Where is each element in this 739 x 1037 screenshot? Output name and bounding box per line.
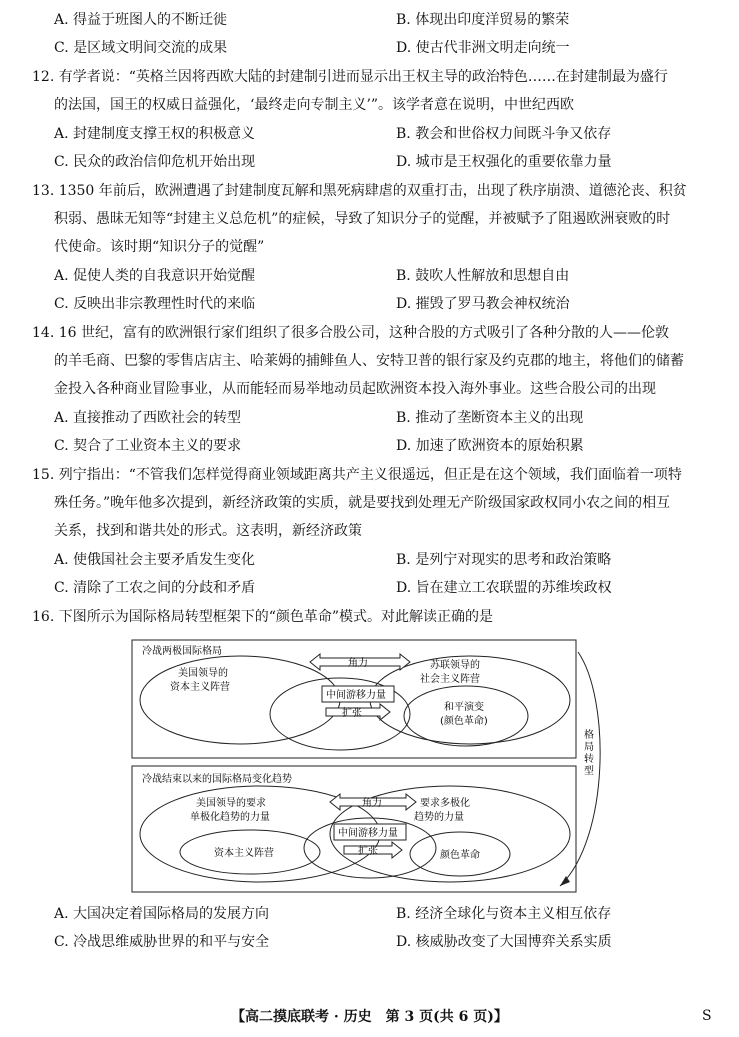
us-bloc-ellipse [140,656,340,744]
q13-option-b: B. 鼓吹人性解放和思想自由 [396,268,570,284]
peaceful-label-1: 和平演变 [444,702,484,713]
uni-label-1: 美国领导的要求 [196,798,266,809]
q14-stem-line-2: 的羊毛商、巴黎的零售店店主、哈莱姆的捕鲱鱼人、安特卫普的银行家及约克郡的地主，将他们的储蓄 [54,353,684,369]
shift-char-3: 转 [584,754,594,765]
q13-option-a: A. 促使人类的自我意识开始觉醒 [54,268,256,284]
color-label: 颜色革命 [440,850,480,861]
q14-stem-line-3: 金投入各种商业冒险事业，从而能轻而易举地动员起欧洲资本投入海外事业。这些合股公司的出现 [54,381,656,397]
us-bloc-label-2: 资本主义阵营 [170,682,230,693]
q16-option-c: C. 冷战思维威胁世界的和平与安全 [54,934,270,950]
ussr-bloc-label-1: 苏联领导的 [430,660,480,671]
expand2-label: 扩张 [358,846,378,857]
shift-arrowhead-icon [560,876,570,886]
color-revolution-diagram [130,638,610,898]
q12-stem-line-1: 12. 有学者说：“英格兰因将西欧大陆的封建制引进而显示出王权主导的政治特色……在封建制最为盛行 [32,69,668,85]
expand-label: 扩张 [342,708,362,719]
q15-stem-line-2: 殊任务。”晚年他多次提到，新经济政策的实质，就是要找到处理无产阶级国家政权同小农之间的相互 [54,495,671,511]
q13-stem-line-2: 积弱、愚昧无知等“封建主义总危机”的症候，导致了知识分子的觉醒，并被赋予了阻遏欧洲衰败的时 [54,211,671,227]
q14-option-d: D. 加速了欧洲资本的原始积累 [396,438,584,454]
q14-option-a: A. 直接推动了西欧社会的转型 [54,410,242,426]
footer-mark: S [702,1008,712,1024]
bottom-title: 冷战结束以来的国际格局变化趋势 [142,774,292,785]
q12-option-b: B. 教会和世俗权力间既斗争又依存 [396,126,612,142]
multi-label-2: 趋势的力量 [414,812,464,823]
q14-option-c: C. 契合了工业资本主义的要求 [54,438,242,454]
q15-option-d: D. 旨在建立工农联盟的苏维埃政权 [396,580,612,596]
q11-option-d: D. 使古代非洲文明走向统一 [396,40,570,56]
q11-option-b: B. 体现出印度洋贸易的繁荣 [396,12,570,28]
q16-option-d: D. 核威胁改变了大国博弈关系实质 [396,934,612,950]
q16-option-b: B. 经济全球化与资本主义相互依存 [396,906,612,922]
peaceful-label-2: (颜色革命) [440,716,488,727]
multi-label-1: 要求多极化 [420,798,470,809]
q15-option-c: C. 清除了工农之间的分歧和矛盾 [54,580,256,596]
us-bloc-label-1: 美国领导的 [178,668,228,679]
shift-char-2: 局 [584,742,594,753]
capitalist-label: 资本主义阵营 [214,848,274,859]
top-title: 冷战两极国际格局 [142,646,222,657]
q16-stem: 16. 下图所示为国际格局转型框架下的“颜色革命”模式。对此解读正确的是 [32,609,494,625]
q13-stem-line-3: 代使命。该时期“知识分子的觉醒” [54,239,265,255]
shift-char-4: 型 [584,766,594,777]
q15-stem-line-3: 关系，找到和谐共处的形式。这表明，新经济政策 [54,523,362,539]
q12-option-d: D. 城市是王权强化的重要依靠力量 [396,154,612,170]
q16-option-a: A. 大国决定着国际格局的发展方向 [54,906,270,922]
shift-char-1: 格 [584,730,594,741]
q13-option-d: D. 摧毁了罗马教会神权统治 [396,296,570,312]
uni-label-2: 单极化趋势的力量 [190,812,270,823]
q14-option-b: B. 推动了垄断资本主义的出现 [396,410,584,426]
q15-stem-line-1: 15. 列宁指出：“不管我们怎样觉得商业领域距离共产主义很遥远，但正是在这个领域，我们面临着一项特 [32,467,682,483]
page-footer: 【高二摸底联考 · 历史 第 3 页(共 6 页)】 [231,1009,508,1025]
ussr-bloc-label-2: 社会主义阵营 [420,674,480,685]
middle2-label: 中间游移力量 [338,828,398,839]
q15-option-b: B. 是列宁对现实的思考和政治策略 [396,552,612,568]
middle-label: 中间游移力量 [326,690,386,701]
q15-option-a: A. 使俄国社会主要矛盾发生变化 [54,552,256,568]
q12-stem-line-2: 的法国，国王的权威日益强化，‘最终走向专制主义’”。该学者意在说明，中世纪西欧 [54,97,575,113]
contest2-label: 角力 [362,798,382,809]
q11-option-c: C. 是区域文明间交流的成果 [54,40,228,56]
q12-option-a: A. 封建制度支撑王权的积极意义 [54,126,256,142]
q11-option-a: A. 得益于班图人的不断迁徙 [54,12,228,28]
q14-stem-line-1: 14. 16 世纪，富有的欧洲银行家们组织了很多合股公司，这种合股的方式吸引了各种分散的人——伦敦 [32,325,669,341]
q13-stem-line-1: 13. 1350 年前后，欧洲遭遇了封建制度瓦解和黑死病肆虐的双重打击，出现了秩序崩溃、道德沦丧、积贫 [32,183,687,199]
q13-option-c: C. 反映出非宗教理性时代的来临 [54,296,256,312]
contest-label: 角力 [348,658,368,669]
q12-option-c: C. 民众的政治信仰危机开始出现 [54,154,256,170]
